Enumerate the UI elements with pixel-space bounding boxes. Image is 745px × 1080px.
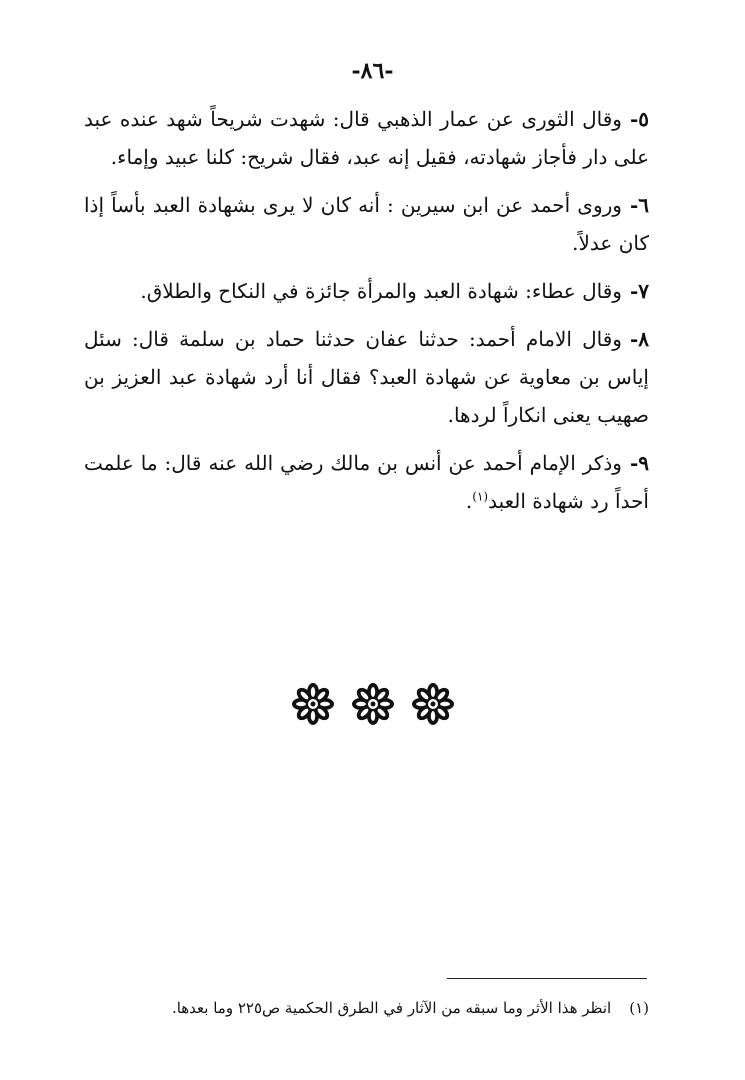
flower-ornament-icon [351, 682, 395, 726]
paragraph-5 [84, 100, 649, 176]
footnote [89, 996, 649, 1020]
paragraph-text: وقال الامام أحمد: حدثنا عفان حدثنا حماد بن سلمة قال: سئل إياس بن معاوية عن شهادة العبد؟ فقال أنا أرد شهادة عبد العزيز بن صهيب يعنى انكاراً لردها. [84, 327, 649, 427]
paragraph-number: ٥- [629, 107, 650, 131]
paragraph-text: وقال عطاء: شهادة العبد والمرأة جائزة في النكاح والطلاق. [140, 279, 622, 303]
paragraph-7 [84, 272, 649, 310]
paragraph-text: وقال الثورى عن عمار الذهبي قال: شهدت شريحاً شهد عنده عبد على دار فأجاز شهادته، فقيل إنه عبد، فقال شريح: كلنا عبيد وإماء. [84, 107, 649, 169]
paragraph-text-end: . [465, 489, 473, 513]
paragraph-text: وروى أحمد عن ابن سيرين : أنه كان لا يرى بشهادة العبد بأساً إذا كان عدلاً. [84, 193, 649, 255]
footnote-reference[interactable]: (١) [472, 489, 489, 504]
page-number: -٨٦- [351, 58, 394, 84]
footnote-divider [447, 978, 647, 979]
paragraph-number: ٦- [629, 193, 649, 217]
flower-ornament-icon [411, 682, 455, 726]
paragraph-number: ٧- [629, 279, 649, 303]
flower-ornament-icon [291, 682, 335, 726]
body-text [84, 100, 649, 530]
paragraph-number: ٩- [629, 451, 649, 475]
paragraph-9 [84, 444, 649, 520]
footnote-text: انظر هذا الأثر وما سبقه من الآثار في الطرق الحكمية ص٢٢٥ وما بعدها. [171, 999, 612, 1017]
paragraph-6 [84, 186, 649, 262]
paragraph-8 [84, 320, 649, 434]
section-divider-ornaments [0, 682, 745, 726]
paragraph-text: وذكر الإمام أحمد عن أنس بن مالك رضي الله عنه قال: ما علمت أحداً رد شهادة العبد [84, 451, 649, 513]
paragraph-number: ٨- [629, 327, 649, 351]
footnote-number: (١) [629, 999, 649, 1017]
